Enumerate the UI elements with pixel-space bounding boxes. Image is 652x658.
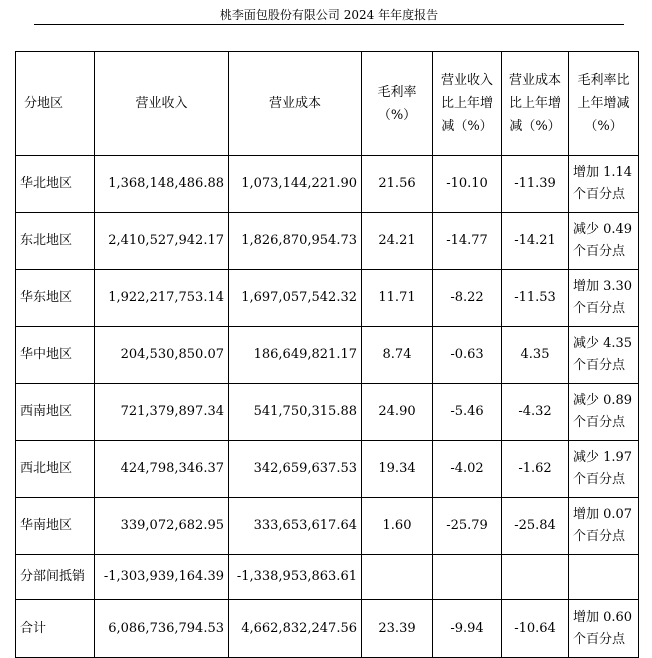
cell-revenue-change: -4.02: [433, 441, 502, 498]
cell-margin: 24.90: [362, 384, 433, 441]
header-revenue-change: 营业收入比上年增减（%）: [433, 52, 502, 156]
cell-cost: 1,697,057,542.32: [229, 270, 362, 327]
cell-cost-change: -25.84: [502, 498, 569, 555]
cell-margin: 21.56: [362, 156, 433, 213]
cell-margin-change: 减少 0.49 个百分点: [569, 213, 639, 270]
cell-revenue: 339,072,682.95: [95, 498, 229, 555]
cell-cost-change: -11.53: [502, 270, 569, 327]
cell-margin-change: 减少 1.97 个百分点: [569, 441, 639, 498]
cell-margin: [362, 555, 433, 600]
cell-cost: 1,826,870,954.73: [229, 213, 362, 270]
cell-region: 合计: [16, 600, 95, 658]
cell-margin-change: 减少 4.35 个百分点: [569, 327, 639, 384]
cell-cost-change: -4.32: [502, 384, 569, 441]
cell-cost: 4,662,832,247.56: [229, 600, 362, 658]
cell-cost: 186,649,821.17: [229, 327, 362, 384]
cell-revenue: 721,379,897.34: [95, 384, 229, 441]
cell-cost-change: -1.62: [502, 441, 569, 498]
table-row: [16, 384, 639, 441]
cell-region: 华南地区: [16, 498, 95, 555]
table-row: [16, 555, 639, 600]
header-row: [16, 52, 639, 156]
cell-region: 西南地区: [16, 384, 95, 441]
table-row: [16, 213, 639, 270]
cell-margin-change: 增加 0.60 个百分点: [569, 600, 639, 658]
cell-revenue: 204,530,850.07: [95, 327, 229, 384]
cell-revenue-change: [433, 555, 502, 600]
cell-margin-change: [569, 555, 639, 600]
cell-revenue: 1,922,217,753.14: [95, 270, 229, 327]
cell-cost-change: -14.21: [502, 213, 569, 270]
header-cost: 营业成本: [229, 52, 362, 156]
cell-cost: 541,750,315.88: [229, 384, 362, 441]
header-revenue: 营业收入: [95, 52, 229, 156]
cell-revenue-change: -10.10: [433, 156, 502, 213]
cell-cost-change: 4.35: [502, 327, 569, 384]
cell-margin-change: 增加 0.07 个百分点: [569, 498, 639, 555]
table-row: [16, 156, 639, 213]
cell-margin-change: 增加 3.30 个百分点: [569, 270, 639, 327]
cell-cost: 1,073,144,221.90: [229, 156, 362, 213]
header-cost-change: 营业成本比上年增减（%）: [502, 52, 569, 156]
cell-revenue-change: -14.77: [433, 213, 502, 270]
cell-margin: 11.71: [362, 270, 433, 327]
table-row: [16, 327, 639, 384]
cell-revenue: 424,798,346.37: [95, 441, 229, 498]
cell-margin: 8.74: [362, 327, 433, 384]
cell-revenue: 2,410,527,942.17: [95, 213, 229, 270]
page-header: 桃李面包股份有限公司 2024 年年度报告: [34, 6, 624, 25]
cell-region: 分部间抵销: [16, 555, 95, 600]
cell-cost: 333,653,617.64: [229, 498, 362, 555]
cell-cost: -1,338,953,863.61: [229, 555, 362, 600]
cell-margin: 19.34: [362, 441, 433, 498]
cell-cost-change: [502, 555, 569, 600]
table-row: [16, 498, 639, 555]
cell-margin-change: 增加 1.14 个百分点: [569, 156, 639, 213]
cell-cost: 342,659,637.53: [229, 441, 362, 498]
header-margin-change: 毛利率比上年增减（%）: [569, 52, 639, 156]
table-row: [16, 270, 639, 327]
table-row: [16, 441, 639, 498]
cell-margin-change: 减少 0.89 个百分点: [569, 384, 639, 441]
cell-revenue-change: -0.63: [433, 327, 502, 384]
cell-region: 东北地区: [16, 213, 95, 270]
cell-cost-change: -10.64: [502, 600, 569, 658]
cell-revenue: -1,303,939,164.39: [95, 555, 229, 600]
cell-margin: 23.39: [362, 600, 433, 658]
header-region: 分地区: [16, 52, 95, 156]
cell-margin: 24.21: [362, 213, 433, 270]
cell-revenue-change: -25.79: [433, 498, 502, 555]
cell-region: 华东地区: [16, 270, 95, 327]
cell-region: 西北地区: [16, 441, 95, 498]
cell-margin: 1.60: [362, 498, 433, 555]
header-margin: 毛利率（%）: [362, 52, 433, 156]
cell-region: 华中地区: [16, 327, 95, 384]
table-row-total: [16, 600, 639, 658]
cell-revenue: 6,086,736,794.53: [95, 600, 229, 658]
cell-region: 华北地区: [16, 156, 95, 213]
cell-revenue-change: -5.46: [433, 384, 502, 441]
cell-revenue-change: -8.22: [433, 270, 502, 327]
cell-cost-change: -11.39: [502, 156, 569, 213]
regional-revenue-table: [15, 51, 639, 658]
cell-revenue: 1,368,148,486.88: [95, 156, 229, 213]
cell-revenue-change: -9.94: [433, 600, 502, 658]
